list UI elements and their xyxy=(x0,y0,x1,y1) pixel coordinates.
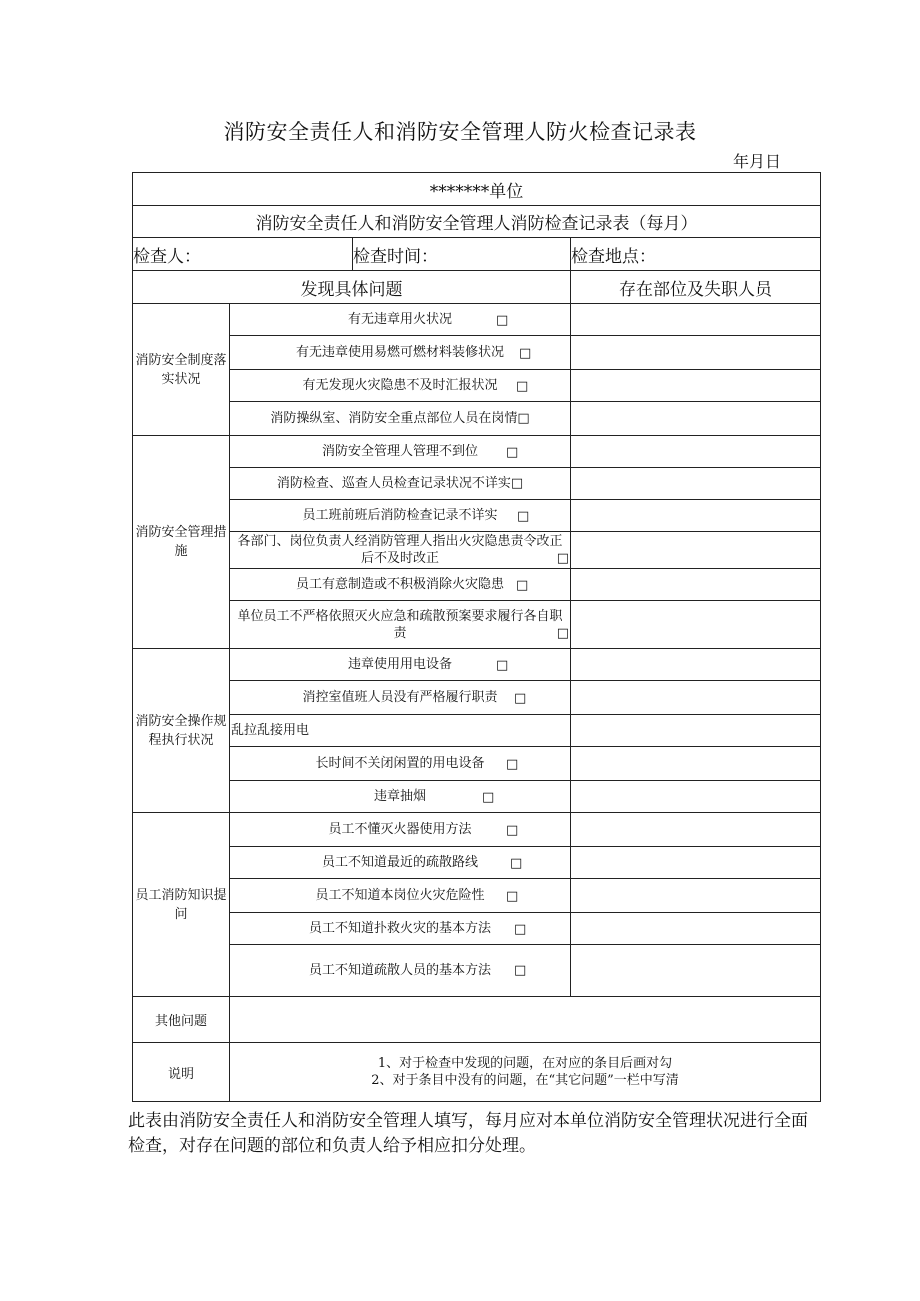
column-header-issue: 发现具体问题 xyxy=(133,271,571,304)
location-input-cell[interactable] xyxy=(571,336,821,370)
checkbox[interactable]: □ xyxy=(516,578,529,593)
category-1-label: 消防安全制度落实状况 xyxy=(133,304,230,436)
location-input-cell[interactable] xyxy=(571,747,821,781)
inspection-location-label: 检查地点： xyxy=(571,246,656,267)
category-4-label: 员工消防知识提问 xyxy=(133,813,230,997)
location-input-cell[interactable] xyxy=(571,532,821,569)
column-header-location: 存在部位及失职人员 xyxy=(571,271,821,304)
checklist-item: 员工不知道本岗位火灾危险性 □ xyxy=(230,879,571,913)
checkbox[interactable]: □ xyxy=(517,509,530,524)
location-input-cell[interactable] xyxy=(571,500,821,532)
checkbox[interactable]: □ xyxy=(482,790,495,805)
notes-label: 说明 xyxy=(133,1043,230,1102)
checkbox[interactable]: □ xyxy=(496,658,509,673)
checklist-item: 长时间不关闭闲置的用电设备 □ xyxy=(230,747,571,781)
checklist-item: 乱拉乱接用电 xyxy=(230,715,571,747)
location-input-cell[interactable] xyxy=(571,715,821,747)
location-input-cell[interactable] xyxy=(571,436,821,468)
location-input-cell[interactable] xyxy=(571,601,821,649)
checkbox[interactable]: □ xyxy=(506,757,519,772)
location-input-cell[interactable] xyxy=(571,847,821,879)
location-input-cell[interactable] xyxy=(571,468,821,500)
checkbox[interactable]: □ xyxy=(514,963,527,978)
date-label: 年月日 xyxy=(733,152,782,171)
location-input-cell[interactable] xyxy=(571,945,821,997)
checkbox[interactable]: □ xyxy=(556,626,569,641)
other-issues-label: 其他问题 xyxy=(133,997,230,1043)
note-line: 1、对于检查中发现的问题，在对应的条目后画对勾 xyxy=(377,1056,673,1071)
checklist-item: 有无发现火灾隐患不及时汇报状况 □ xyxy=(230,370,571,402)
checklist-item: 有无违章用火状况 □ xyxy=(230,304,571,336)
inspection-record-table xyxy=(132,172,821,1102)
checklist-item: 消控室值班人员没有严格履行职责 □ xyxy=(230,681,571,715)
category-3-label: 消防安全操作规程执行状况 xyxy=(133,649,230,813)
footer-instructions: 此表由消防安全责任人和消防安全管理人填写，每月应对本单位消防安全管理状况进行全面检查，对存在问题的部位和负责人给予相应扣分处理。 xyxy=(128,1111,808,1156)
location-input-cell[interactable] xyxy=(571,879,821,913)
checklist-item: 员工不知道最近的疏散路线 □ xyxy=(230,847,571,879)
checkbox[interactable]: □ xyxy=(496,313,509,328)
unit-name: *******单位 xyxy=(133,173,821,206)
location-input-cell[interactable] xyxy=(571,649,821,681)
checkbox[interactable]: □ xyxy=(514,922,527,937)
location-input-cell[interactable] xyxy=(571,913,821,945)
checklist-item: 员工不懂灭火器使用方法 □ xyxy=(230,813,571,847)
location-input-cell[interactable] xyxy=(571,402,821,436)
category-2-label: 消防安全管理措施 xyxy=(133,436,230,649)
checkbox[interactable]: □ xyxy=(506,823,519,838)
inspector-label: 检查人： xyxy=(133,246,201,267)
checkbox[interactable]: □ xyxy=(519,346,532,361)
inspection-time-field[interactable] xyxy=(353,238,571,271)
document-title: 消防安全责任人和消防安全管理人防火检查记录表 xyxy=(223,120,697,144)
checklist-item: 员工不知道疏散人员的基本方法 □ xyxy=(230,945,571,997)
inspection-time-label: 检查时间： xyxy=(353,246,438,267)
checklist-item: 违章使用用电设备 □ xyxy=(230,649,571,681)
location-input-cell[interactable] xyxy=(571,813,821,847)
checklist-item: 员工有意制造或不积极消除火灾隐患 □ xyxy=(230,569,571,601)
checkbox[interactable]: □ xyxy=(510,856,523,871)
location-input-cell[interactable] xyxy=(571,569,821,601)
checkbox[interactable]: □ xyxy=(506,445,519,460)
table-subtitle: 消防安全责任人和消防安全管理人消防检查记录表（每月） xyxy=(133,206,821,238)
checklist-item: 消防操纵室、消防安全重点部位人员在岗情□ xyxy=(230,402,571,436)
checkbox[interactable]: □ xyxy=(506,889,519,904)
checklist-item: 各部门、岗位负责人经消防管理人指出火灾隐患责令改正后不及时改正 □ xyxy=(230,532,571,569)
checklist-item: 单位员工不严格依照灭火应急和疏散预案要求履行各自职责 □ xyxy=(230,601,571,649)
checkbox[interactable]: □ xyxy=(510,476,524,491)
inspector-field[interactable] xyxy=(133,238,353,271)
checklist-item: 消防安全管理人管理不到位 □ xyxy=(230,436,571,468)
checkbox[interactable]: □ xyxy=(517,411,530,426)
checklist-item: 违章抽烟 □ xyxy=(230,781,571,813)
location-input-cell[interactable] xyxy=(571,781,821,813)
checkbox[interactable]: □ xyxy=(556,551,569,566)
checkbox[interactable]: □ xyxy=(514,691,527,706)
location-input-cell[interactable] xyxy=(571,681,821,715)
checklist-item: 有无违章使用易燃可燃材料装修状况 □ xyxy=(230,336,571,370)
checklist-item: 员工班前班后消防检查记录不详实 □ xyxy=(230,500,571,532)
inspection-location-field[interactable] xyxy=(571,238,821,271)
checklist-item: 员工不知道扑救火灾的基本方法 □ xyxy=(230,913,571,945)
notes-cell xyxy=(230,1043,821,1102)
location-input-cell[interactable] xyxy=(571,370,821,402)
other-issues-input-cell[interactable] xyxy=(230,997,821,1043)
location-input-cell[interactable] xyxy=(571,304,821,336)
note-line: 2、对于条目中没有的问题，在“其它问题”一栏中写清 xyxy=(371,1073,679,1088)
checkbox[interactable]: □ xyxy=(516,379,529,394)
checklist-item: 消防检查、巡查人员检查记录状况不详实□ xyxy=(230,468,571,500)
